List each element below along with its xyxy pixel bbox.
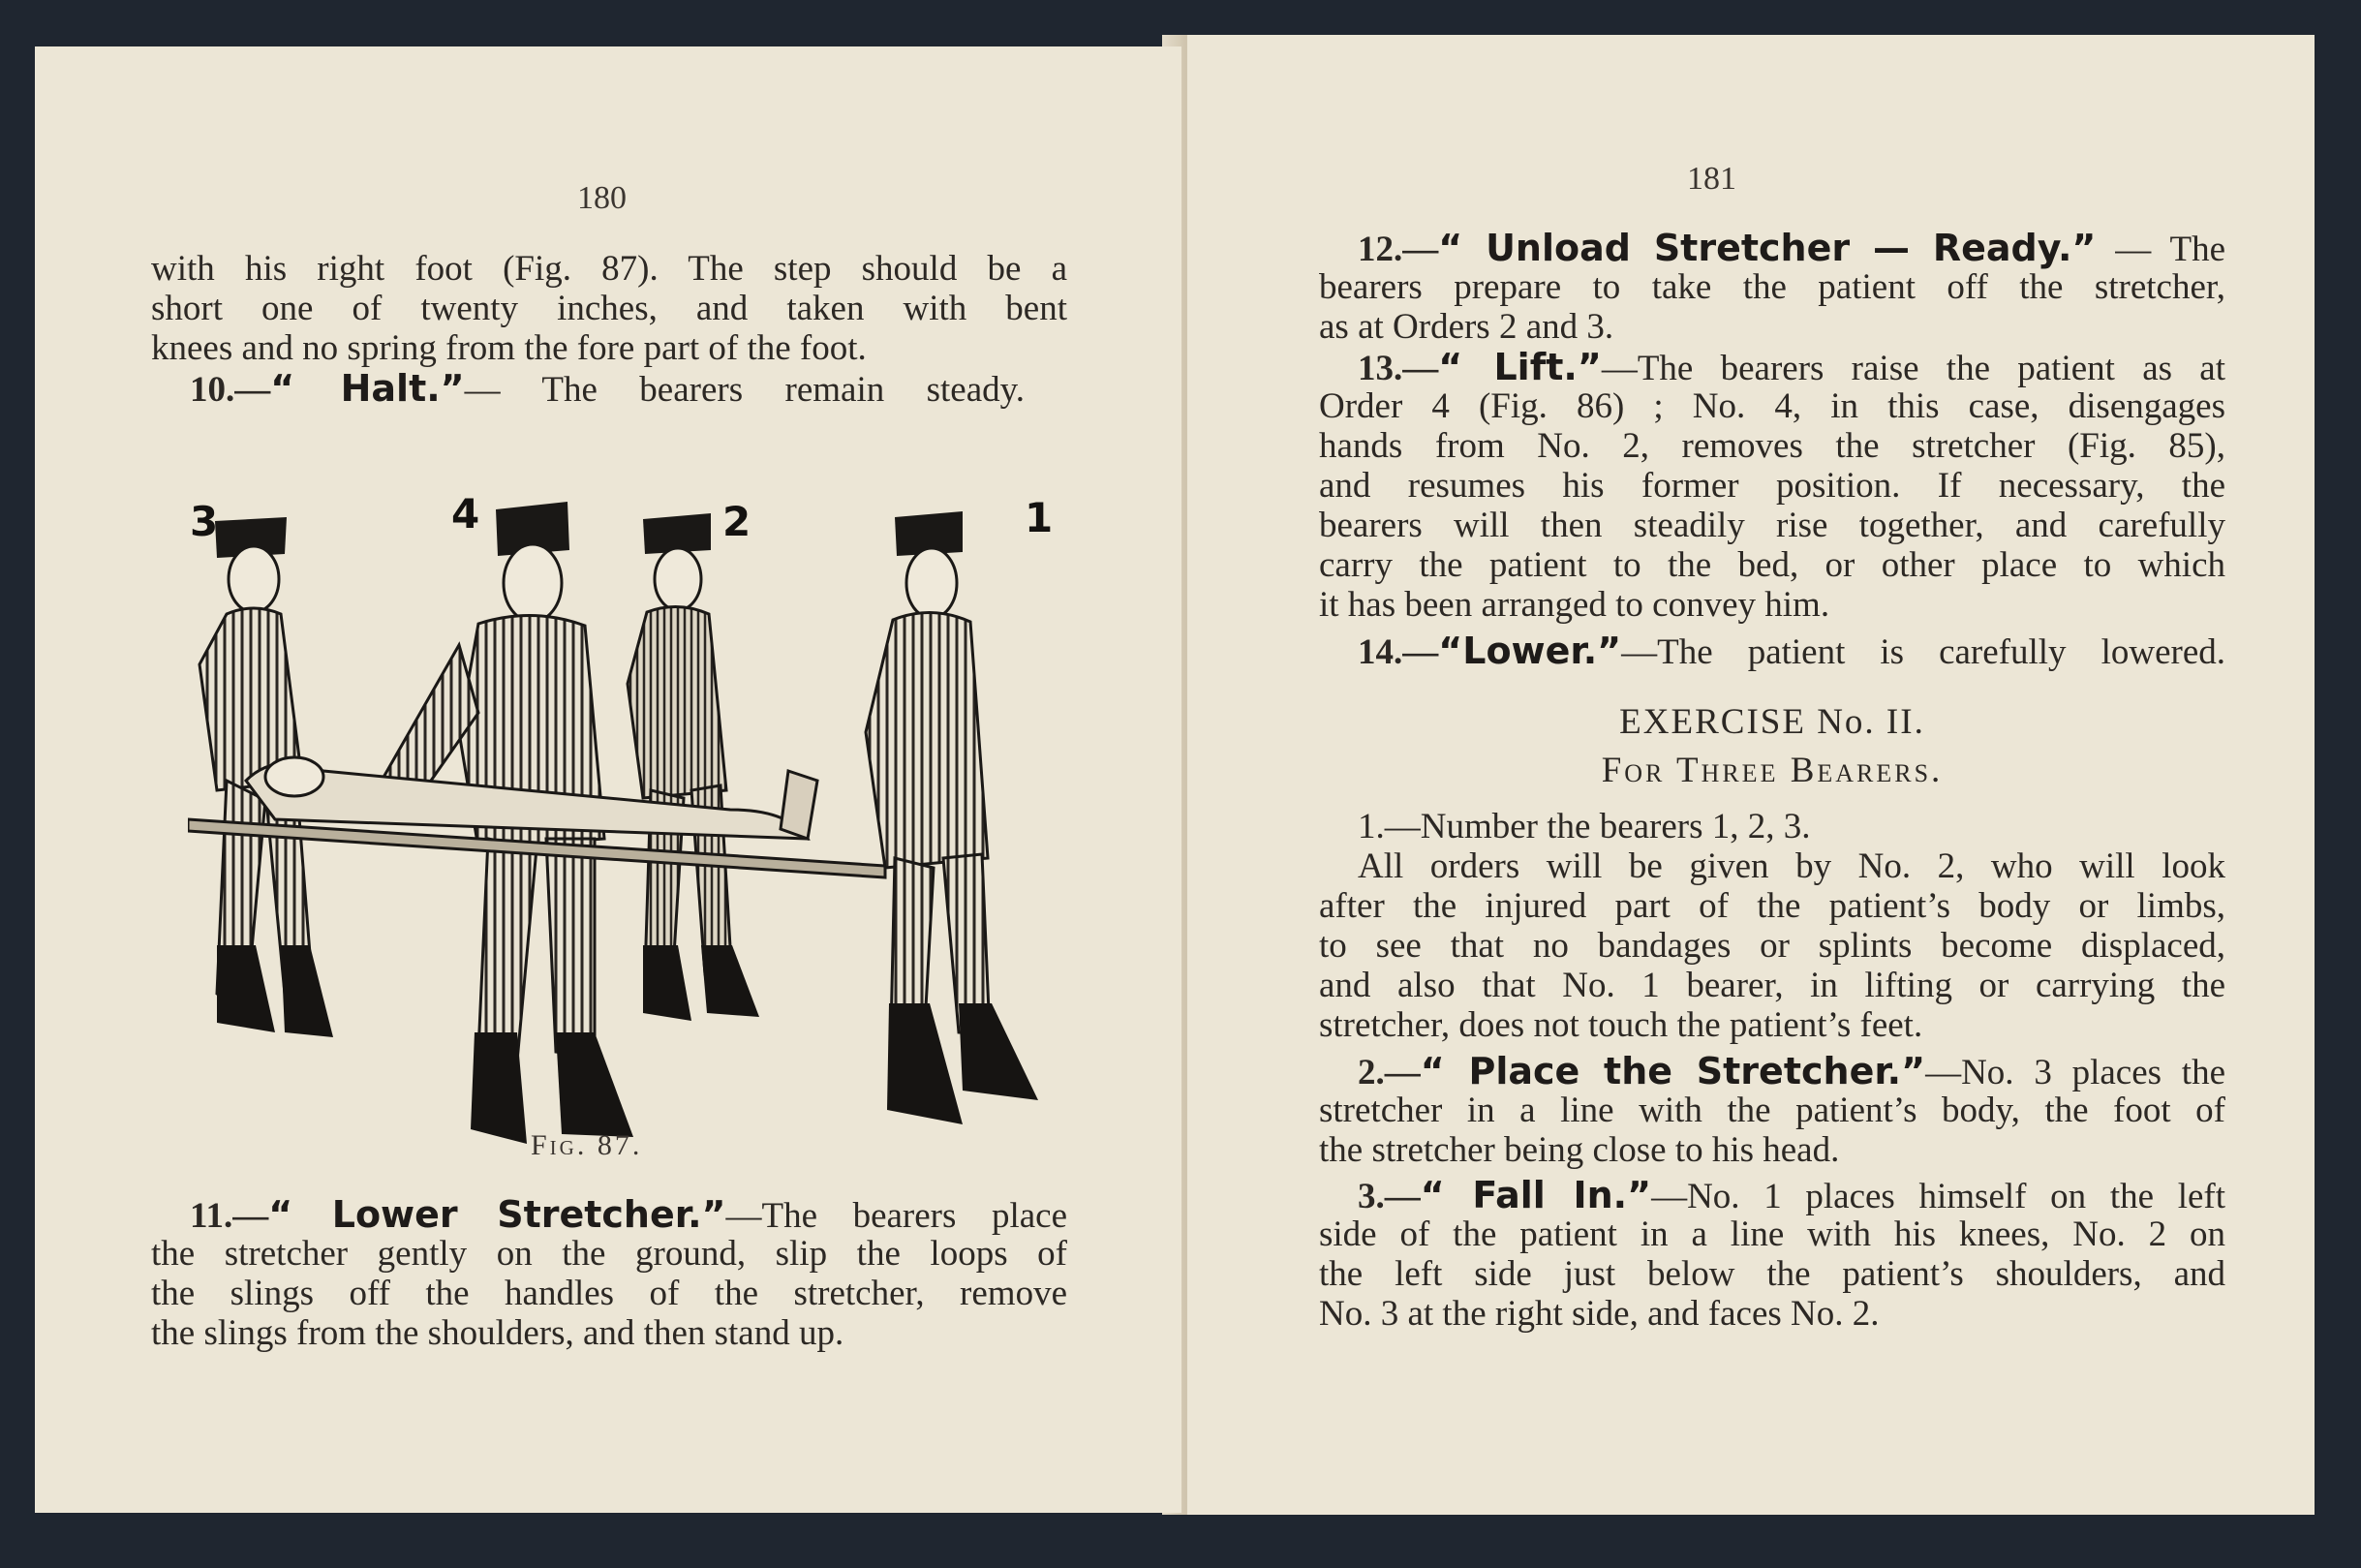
figure-caption: Fig. 87. <box>531 1129 643 1161</box>
order-11-line-3: the slings from the shoulders, and then stand up. <box>151 1313 844 1353</box>
order-14-text: —The patient is carefully lowered. <box>1621 632 2225 672</box>
bearer-number-4: 4 <box>451 490 480 538</box>
left-top-line-2: short one of twenty inches, and taken with bent <box>151 289 1067 328</box>
order-10-command: “ Halt.” <box>270 367 465 410</box>
exercise-para-line-3: to see that no bandages or splints become displaced, <box>1319 926 2225 966</box>
order-11-line-1: the stretcher gently on the ground, slip the loops of <box>151 1234 1067 1274</box>
order-3-line-1: side of the patient in a line with his knees, No. 2 on <box>1319 1214 2225 1254</box>
order-13-line-5: carry the patient to the bed, or other place to which <box>1319 545 2225 585</box>
order-2-text: —No. 3 places the <box>1925 1053 2226 1092</box>
order-13 <box>1358 348 2225 388</box>
right-page <box>1187 35 2315 1515</box>
page-number-right: 181 <box>1687 161 1736 197</box>
bearer-number-1: 1 <box>1025 494 1054 541</box>
order-12-command: “ Unload Stretcher — Ready.” <box>1438 227 2097 269</box>
order-14-number: 14.— <box>1358 632 1439 672</box>
exercise-item-1: 1.—Number the bearers 1, 2, 3. <box>1358 807 1811 846</box>
order-10 <box>190 369 1025 410</box>
order-3-text: —No. 1 places himself on the left <box>1651 1177 2225 1216</box>
order-11-text: —The bearers place <box>725 1196 1067 1236</box>
order-3 <box>1358 1176 2225 1216</box>
order-11 <box>190 1195 1067 1236</box>
order-12-line-2: as at Orders 2 and 3. <box>1319 307 1614 347</box>
order-13-number: 13.— <box>1358 349 1439 388</box>
order-3-line-2: the left side just below the patient’s shoulders, and <box>1319 1254 2225 1294</box>
order-13-text: —The bearers raise the patient as at <box>1601 349 2225 388</box>
page-number-left: 180 <box>577 180 627 216</box>
order-10-number: 10.— <box>190 370 271 410</box>
left-top-line-1: with his right foot (Fig. 87). The step should be a <box>151 249 1067 289</box>
exercise-para-line-4: and also that No. 1 bearer, in lifting or carrying the <box>1319 966 2225 1005</box>
order-3-line-3: No. 3 at the right side, and faces No. 2. <box>1319 1294 1880 1334</box>
order-13-line-6: it has been arranged to convey him. <box>1319 585 1830 625</box>
illustration-svg <box>188 490 1079 1168</box>
exercise-subtitle: For Three Bearers. <box>1601 751 1944 790</box>
bearer-2-figure <box>628 513 759 1021</box>
order-11-command: “ Lower Stretcher.” <box>268 1193 726 1236</box>
order-3-command: “ Fall In.” <box>1420 1174 1652 1216</box>
exercise-para-line-1: All orders will be given by No. 2, who will look <box>1358 846 2225 886</box>
stretcher-bearers-illustration <box>188 490 1079 1168</box>
order-13-line-3: and resumes his former position. If necessary, the <box>1319 466 2225 506</box>
order-13-line-2: hands from No. 2, removes the stretcher (Fig. 85), <box>1319 426 2225 466</box>
order-12-text: — The <box>2096 230 2225 269</box>
exercise-para-line-2: after the injured part of the patient’s body or limbs, <box>1319 886 2225 926</box>
bearer-1-figure <box>866 511 1038 1124</box>
order-3-number: 3.— <box>1358 1177 1421 1216</box>
exercise-para-line-5: stretcher, does not touch the patient’s feet. <box>1319 1005 1923 1045</box>
bearer-number-3: 3 <box>190 498 219 545</box>
order-13-line-4: bearers will then steadily rise together, and carefully <box>1319 506 2225 545</box>
order-2-command: “ Place the Stretcher.” <box>1420 1050 1926 1092</box>
order-14-command: “Lower.” <box>1438 630 1622 672</box>
order-2-number: 2.— <box>1358 1053 1421 1092</box>
order-10-text: — The bearers remain steady. <box>464 370 1026 410</box>
order-13-command: “ Lift.” <box>1438 346 1602 388</box>
left-page <box>35 46 1181 1513</box>
order-11-line-2: the slings off the handles of the stretcher, remove <box>151 1274 1067 1313</box>
order-12-line-1: bearers prepare to take the patient off the stretcher, <box>1319 267 2225 307</box>
order-13-line-1: Order 4 (Fig. 86) ; No. 4, in this case, disengages <box>1319 386 2225 426</box>
order-2 <box>1358 1052 2225 1092</box>
exercise-title: EXERCISE No. II. <box>1619 702 1925 742</box>
order-14 <box>1358 631 2225 672</box>
left-top-line-3: knees and no spring from the fore part of the foot. <box>151 328 867 368</box>
order-2-line-1: stretcher in a line with the patient’s body, the foot of <box>1319 1091 2225 1130</box>
order-12 <box>1358 229 2225 269</box>
order-2-line-2: the stretcher being close to his head. <box>1319 1130 1840 1170</box>
bearer-number-2: 2 <box>722 498 751 545</box>
order-11-number: 11.— <box>190 1196 269 1236</box>
order-12-number: 12.— <box>1358 230 1439 269</box>
